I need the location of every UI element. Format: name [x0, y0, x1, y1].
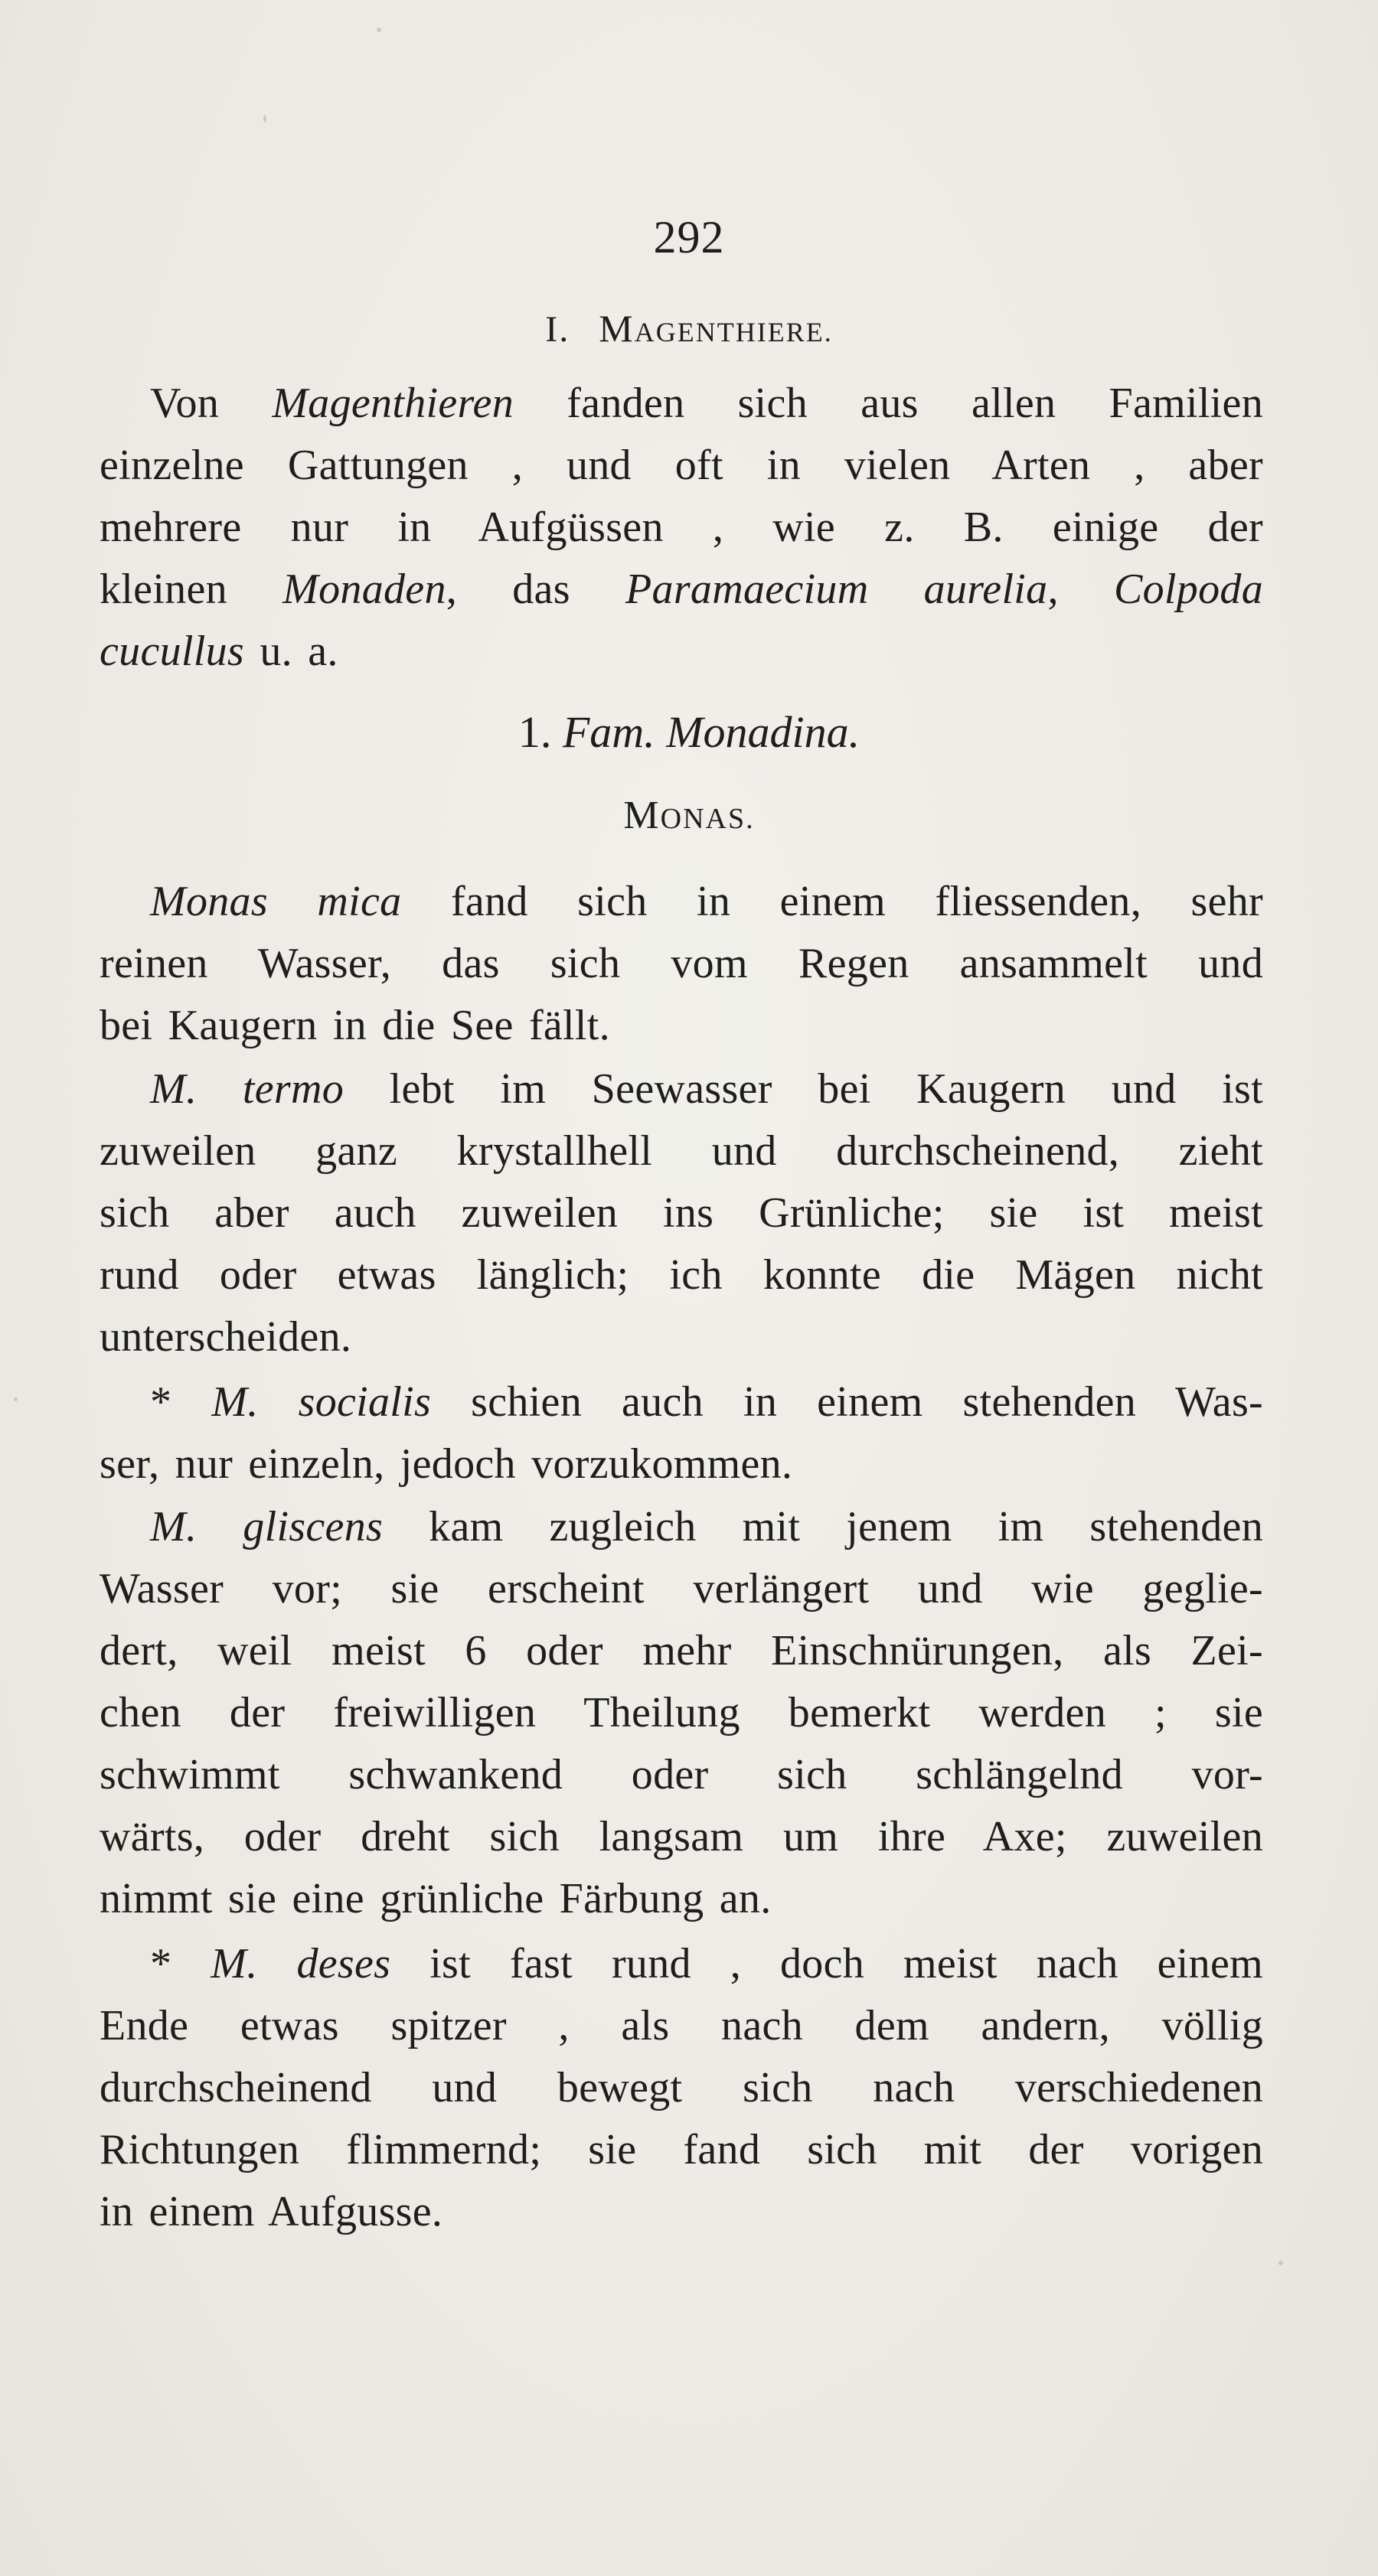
text-run: Wasser vor; sie erscheint verlängert und wie geglie-	[100, 1565, 1263, 1612]
text-line	[100, 1558, 1263, 1620]
text-run: lebt im Seewasser bei Kaugern und ist	[344, 1065, 1264, 1113]
text-run: Von	[150, 380, 273, 427]
family-label: Fam.	[562, 707, 655, 757]
text-line	[100, 1744, 1263, 1806]
italic-term: Monas mica	[150, 878, 402, 925]
text-line	[100, 1306, 1263, 1368]
text-run: in einem Aufgusse.	[100, 2188, 443, 2235]
text-line	[100, 2057, 1263, 2119]
paragraph-monas-socialis	[100, 1371, 1263, 1495]
text-run: schwimmt schwankend oder sich schlängelnd vor-	[100, 1751, 1263, 1798]
italic-term: Magenthieren	[272, 380, 514, 427]
text-run: ,	[1047, 566, 1114, 613]
text-line	[100, 1933, 1263, 1995]
text-run: wärts, oder dreht sich langsam um ihre Axe; zuweilen	[100, 1813, 1263, 1860]
text-line	[100, 1120, 1263, 1182]
text-line	[100, 373, 1263, 435]
text-run: Ende etwas spitzer , als nach dem andern, völlig	[100, 2002, 1263, 2049]
italic-term: Colpoda	[1113, 566, 1263, 613]
text-line	[100, 871, 1263, 933]
text-run: chen der freiwilligen Theilung bemerkt werden ; sie	[100, 1689, 1263, 1736]
text-line	[100, 621, 1263, 683]
text-line	[100, 1868, 1263, 1930]
text-line	[100, 1496, 1263, 1558]
section-title-rest: AGENTHIERE.	[634, 317, 833, 347]
text-line	[100, 1371, 1263, 1433]
paper-speck	[14, 1397, 18, 1401]
paragraph-intro	[100, 373, 1263, 683]
page-number: 292	[653, 212, 725, 262]
text-line	[100, 2181, 1263, 2243]
text-run: mehrere nur in Aufgüssen , wie z. B. einige der	[100, 504, 1263, 551]
family-name: Monadina.	[666, 707, 860, 757]
text-run: fand sich in einem fliessenden, sehr	[401, 878, 1263, 925]
genus-rest: ONAS.	[660, 803, 755, 835]
paragraph-monas-gliscens	[100, 1496, 1263, 1930]
text-line	[100, 497, 1263, 559]
text-run: kleinen	[100, 566, 283, 613]
italic-term: Paramaecium aurelia	[625, 566, 1048, 613]
text-line	[100, 1433, 1263, 1495]
text-run: einzelne Gattungen , und oft in vielen Arten , aber	[100, 442, 1263, 489]
text-line	[100, 1182, 1263, 1244]
text-run: u. a.	[244, 628, 338, 675]
text-run: dert, weil meist 6 oder mehr Einschnürungen, als Zei-	[100, 1627, 1263, 1674]
paper-speck	[263, 115, 266, 122]
paragraph-monas-deses	[100, 1933, 1263, 2243]
italic-term: M. gliscens	[150, 1503, 384, 1550]
text-line	[100, 1682, 1263, 1744]
text-run: ist fast rund , doch meist nach einem	[390, 1940, 1263, 1987]
text-line	[100, 1620, 1263, 1682]
text-run: bei Kaugern in die See fällt.	[100, 1002, 610, 1049]
text-line	[100, 435, 1263, 497]
family-heading	[0, 707, 1378, 757]
italic-term: Monaden	[282, 566, 446, 613]
text-run: durchscheinend und bewegt sich nach verschiedenen	[100, 2064, 1263, 2111]
paper-speck	[377, 28, 381, 32]
text-line	[100, 1806, 1263, 1868]
text-run: ser, nur einzeln, jedoch vorzukommen.	[100, 1440, 793, 1488]
text-run: *	[150, 1940, 211, 1987]
text-run: schien auch in einem stehenden Was-	[431, 1378, 1263, 1426]
italic-term: M. deses	[211, 1940, 391, 1987]
text-run: fanden sich aus allen Familien	[514, 380, 1263, 427]
genus-initial: M	[623, 794, 661, 837]
italic-term: M. socialis	[211, 1378, 432, 1426]
family-number: 1.	[518, 707, 552, 757]
text-line	[100, 1244, 1263, 1306]
paragraph-monas-mica	[100, 871, 1263, 1057]
text-line	[100, 995, 1263, 1057]
section-heading	[0, 309, 1378, 348]
italic-term: cucullus	[100, 628, 245, 675]
text-run: Richtungen flimmernd; sie fand sich mit der vorigen	[100, 2126, 1263, 2173]
text-run: sich aber auch zuweilen ins Grünliche; sie ist meist	[100, 1189, 1263, 1237]
text-line	[100, 933, 1263, 995]
text-line	[100, 559, 1263, 621]
text-run: rund oder etwas länglich; ich konnte die Mägen nicht	[100, 1251, 1263, 1299]
text-run: , das	[446, 566, 626, 613]
paper-speck	[1278, 2261, 1283, 2265]
genus-heading	[0, 796, 1378, 836]
text-line	[100, 1058, 1263, 1120]
text-run: reinen Wasser, das sich vom Regen ansammelt und	[100, 940, 1263, 987]
text-run: unterscheiden.	[100, 1313, 352, 1361]
text-run: nimmt sie eine grünliche Färbung an.	[100, 1875, 772, 1922]
text-run: kam zugleich mit jenem im stehenden	[383, 1503, 1263, 1550]
text-line	[100, 1995, 1263, 2057]
text-run: zuweilen ganz krystallhell und durchscheinend, zieht	[100, 1127, 1263, 1175]
section-title-initial: M	[599, 307, 635, 350]
section-numeral: I.	[545, 309, 570, 350]
text-run: *	[150, 1378, 212, 1426]
text-line	[100, 2119, 1263, 2181]
paragraph-monas-termo	[100, 1058, 1263, 1368]
italic-term: M. termo	[150, 1065, 344, 1113]
